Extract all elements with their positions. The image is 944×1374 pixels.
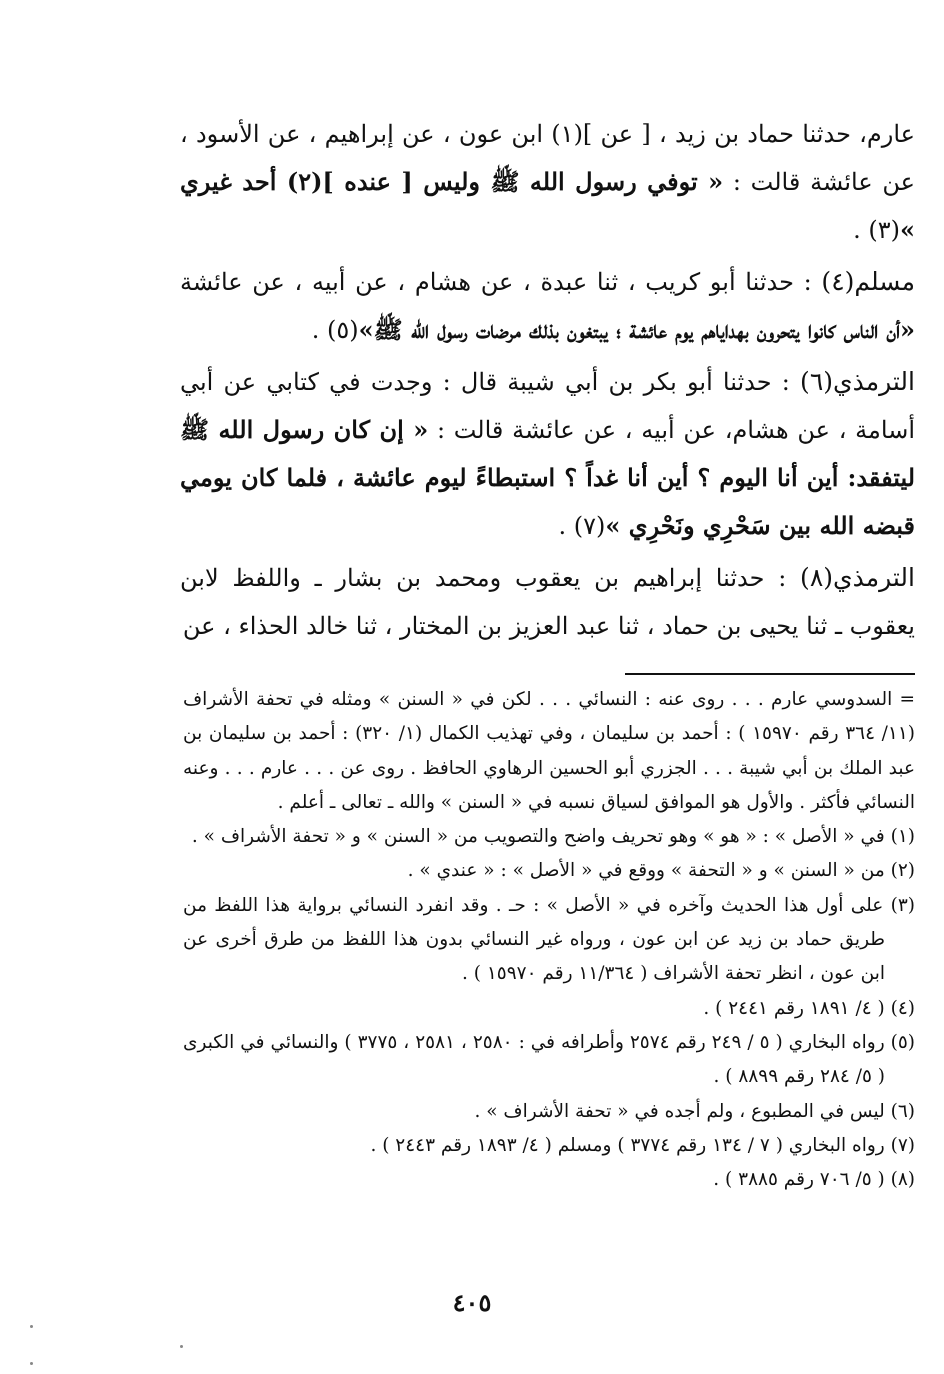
scan-speck — [30, 1362, 33, 1365]
footnote-8: (٨) ( ٥/ ٧٠٦ رقم ٣٨٨٥ ) . — [713, 1169, 915, 1191]
footnote-4: (٤) ( ٤/ ١٨٩١ رقم ٢٤٤١ ) . — [703, 997, 915, 1019]
hadith-text: «أن الناس كانوا يتحرون بهداياهم يوم عائشة ؛ يبتغون بذلك مرضات رسول الله ﷺ» — [358, 315, 915, 344]
paragraph-text: : حدثنا إبراهيم بن يعقوب ومحمد بن بشار ـ واللفظ لابن يعقوب ـ ثنا يحيى بن حماد ، ثنا عبد العزيز بن المختار ، ثنا خالد الحذاء ، عن — [180, 564, 915, 640]
paragraph-text: : حدثنا أبو كريب ، ثنا عبدة ، عن هشام ، عن أبيه ، عن عائشة — [180, 268, 822, 296]
footnote-1: (١) في « الأصل » : « هو » وهو تحريف واضح والتصويب من « السنن » و « تحفة الأشراف » . — [191, 826, 915, 848]
paragraph-text: عارم، حدثنا حماد بن زيد ، [ عن ](١) ابن عون ، عن إبراهيم ، عن الأسود ، عن عائشة قالت : — [180, 120, 915, 196]
footnote-divider — [625, 673, 915, 675]
paragraph-lead: مسلم(٤) — [821, 267, 915, 296]
paragraph-text: : حدثنا أبو بكر بن أبي شيبة قال : وجدت في كتابي عن أبي أسامة ، عن هشام، عن أبيه ، عن عائشة قالت : — [180, 368, 915, 444]
paragraph-tail: (٧) . — [558, 512, 606, 540]
page-number: ٤٠٥ — [452, 1288, 492, 1317]
paragraph-lead: الترمذي(٨) — [800, 563, 915, 592]
hadith-text: « توفي رسول الله ﷺ وليس [ عنده ](٢) أحد غيري » — [180, 167, 915, 244]
footnotes — [183, 683, 915, 1197]
paragraph-4 — [180, 554, 915, 650]
footnote-7: (٧) رواه البخاري ( ٧ / ١٣٤ رقم ٣٧٧٤ ) ومسلم ( ٤/ ١٨٩٣ رقم ٢٤٤٣ ) . — [370, 1134, 915, 1156]
footnote-2: (٢) من « السنن » و « التحفة » ووقع في « الأصل » : « عندي » . — [407, 860, 915, 882]
footnote-3: (٣) على أول هذا الحديث وآخره في « الأصل » : حـ . وقد انفرد النسائي برواية هذا اللفظ من طريق حماد بن زيد عن ابن عون ، ورواه غير النسائي بدون هذا اللفظ من طرق أخرى عن ابن عون ، انظر تحفة الأشراف ( ١١/٣٦٤ رقم ١٥٩٧٠ ) . — [183, 894, 915, 985]
paragraph-1 — [180, 110, 915, 254]
paragraph-2 — [180, 258, 915, 354]
footnote-continuation: = السدوسي عارم . . . روى عنه : النسائي . . . لكن في « السنن » ومثله في تحفة الأشراف (١١/ ٣٦٤ رقم ١٥٩٧٠ ) : أحمد بن سليمان ، وفي تهذيب الكمال (١/ ٣٢٠) : أحمد بن سليمان بن عبد الملك بن أبي شيبة . . . الجزري أبو الحسين الرهاوي الحافظ . روى عن . . . عارم . . . وعنه النسائي فأكثر . والأول هو الموافق لسياق نسبه في « السنن » والله ـ تعالى ـ أعلم . — [183, 689, 915, 813]
paragraph-tail: (٣) . — [853, 216, 900, 244]
scan-speck — [180, 1345, 183, 1348]
hadith-text: « إن كان رسول الله ﷺ ليتفقد: أين أنا اليوم ؟ أين أنا غداً ؟ استبطاءً ليوم عائشة ، فلما كان يومي قبضه الله بين سَحْرِي ونَحْرِي » — [180, 415, 916, 540]
footnote-6: (٦) ليس في المطبوع ، ولم أجده في « تحفة الأشراف » . — [474, 1100, 915, 1122]
footnote-5: (٥) رواه البخاري ( ٥ / ٢٤٩ رقم ٢٥٧٤ وأطرافه في : ٢٥٨٠ ، ٢٥٨١ ، ٣٧٧٥ ) والنسائي في الكبرى ( ٥/ ٢٨٤ رقم ٨٨٩٩ ) . — [183, 1031, 915, 1088]
paragraph-3 — [180, 358, 915, 550]
paragraph-lead: الترمذي(٦) — [800, 367, 915, 396]
paragraph-tail: (٥) . — [311, 316, 359, 344]
scan-speck — [30, 1325, 33, 1328]
main-text — [180, 110, 915, 650]
